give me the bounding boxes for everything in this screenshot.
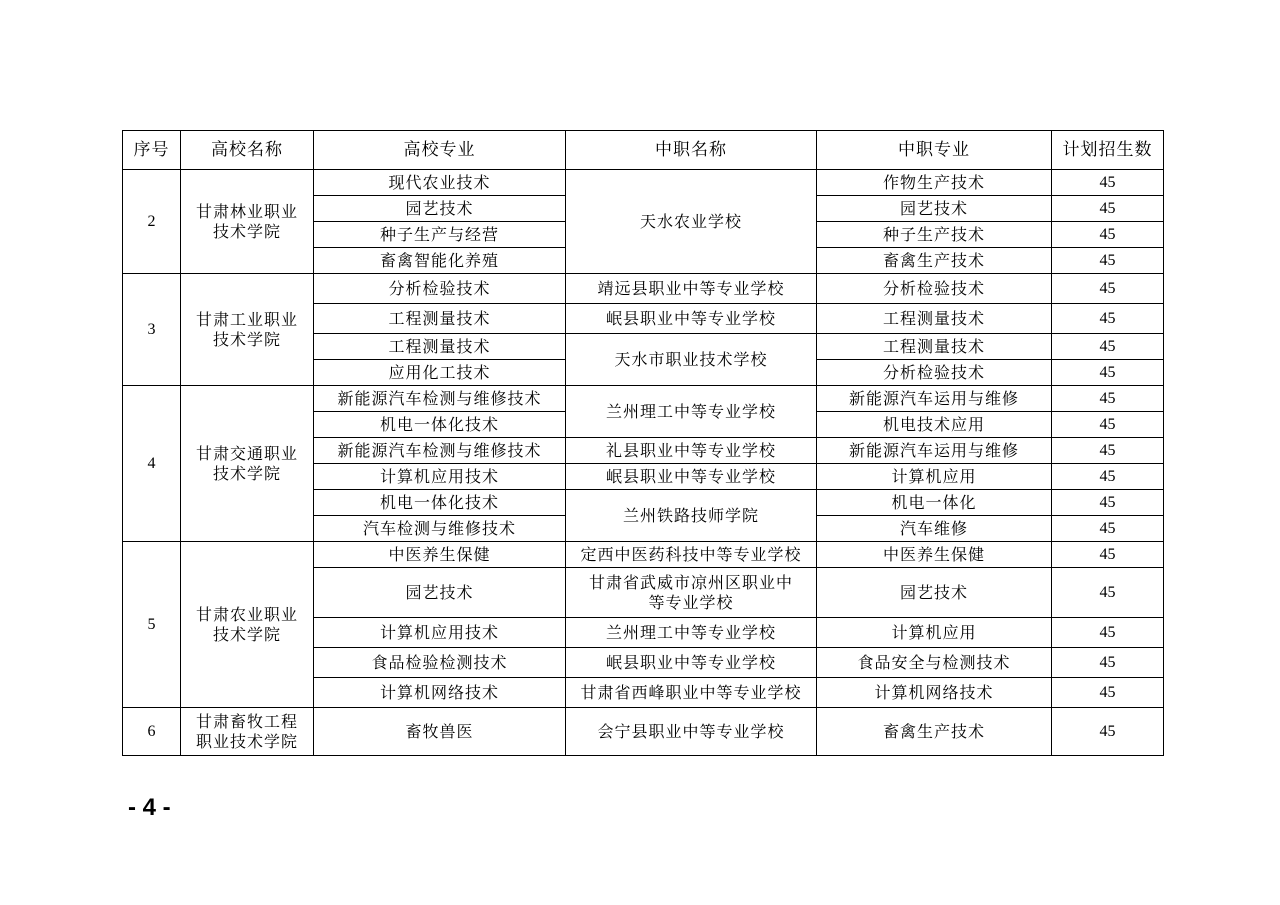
vocational-school-cell: 兰州铁路技师学院 <box>566 490 817 542</box>
table-header-row <box>123 131 1164 170</box>
vocational-major-cell: 新能源汽车运用与维修 <box>817 386 1052 412</box>
header-serial-no: 序号 <box>123 131 181 170</box>
planned-enrollment-cell: 45 <box>1052 170 1164 196</box>
planned-enrollment-cell: 45 <box>1052 386 1164 412</box>
college-name-cell: 甘肃农业职业技术学院 <box>181 542 314 708</box>
planned-enrollment-cell: 45 <box>1052 648 1164 678</box>
college-name-cell: 甘肃工业职业技术学院 <box>181 274 314 386</box>
college-name-cell: 甘肃畜牧工程职业技术学院 <box>181 708 314 756</box>
planned-enrollment-cell: 45 <box>1052 334 1164 360</box>
header-planned-enrollment: 计划招生数 <box>1052 131 1164 170</box>
college-major-cell: 畜牧兽医 <box>314 708 566 756</box>
vocational-school-cell: 岷县职业中等专业学校 <box>566 648 817 678</box>
planned-enrollment-cell: 45 <box>1052 222 1164 248</box>
college-major-cell: 计算机应用技术 <box>314 464 566 490</box>
college-major-cell: 食品检验检测技术 <box>314 648 566 678</box>
vocational-school-cell: 定西中医药科技中等专业学校 <box>566 542 817 568</box>
enrollment-plan-table <box>122 130 1164 756</box>
college-major-cell: 机电一体化技术 <box>314 412 566 438</box>
vocational-major-cell: 机电技术应用 <box>817 412 1052 438</box>
vocational-major-cell: 分析检验技术 <box>817 360 1052 386</box>
college-major-cell: 汽车检测与维修技术 <box>314 516 566 542</box>
college-major-cell: 种子生产与经营 <box>314 222 566 248</box>
table-body <box>123 170 1164 756</box>
serial-no-cell: 2 <box>123 170 181 274</box>
college-name-cell: 甘肃交通职业技术学院 <box>181 386 314 542</box>
planned-enrollment-cell: 45 <box>1052 568 1164 618</box>
table-row <box>123 170 1164 196</box>
vocational-major-cell: 计算机应用 <box>817 618 1052 648</box>
vocational-major-cell: 畜禽生产技术 <box>817 248 1052 274</box>
header-vocational-school-name: 中职名称 <box>566 131 817 170</box>
vocational-major-cell: 新能源汽车运用与维修 <box>817 438 1052 464</box>
planned-enrollment-cell: 45 <box>1052 304 1164 334</box>
vocational-major-cell: 园艺技术 <box>817 568 1052 618</box>
planned-enrollment-cell: 45 <box>1052 708 1164 756</box>
college-name-cell: 甘肃林业职业技术学院 <box>181 170 314 274</box>
planned-enrollment-cell: 45 <box>1052 542 1164 568</box>
college-major-cell: 园艺技术 <box>314 568 566 618</box>
serial-no-cell: 4 <box>123 386 181 542</box>
table-row <box>123 708 1164 756</box>
vocational-school-cell: 甘肃省武威市凉州区职业中等专业学校 <box>566 568 817 618</box>
planned-enrollment-cell: 45 <box>1052 678 1164 708</box>
vocational-school-cell: 天水农业学校 <box>566 170 817 274</box>
vocational-school-cell: 会宁县职业中等专业学校 <box>566 708 817 756</box>
vocational-school-cell: 兰州理工中等专业学校 <box>566 386 817 438</box>
serial-no-cell: 6 <box>123 708 181 756</box>
serial-no-cell: 3 <box>123 274 181 386</box>
planned-enrollment-cell: 45 <box>1052 274 1164 304</box>
college-major-cell: 工程测量技术 <box>314 304 566 334</box>
page-number: - 4 - <box>128 794 171 821</box>
college-major-cell: 中医养生保健 <box>314 542 566 568</box>
vocational-major-cell: 园艺技术 <box>817 196 1052 222</box>
college-major-cell: 新能源汽车检测与维修技术 <box>314 386 566 412</box>
header-college-name: 高校名称 <box>181 131 314 170</box>
college-major-cell: 计算机应用技术 <box>314 618 566 648</box>
vocational-major-cell: 工程测量技术 <box>817 304 1052 334</box>
planned-enrollment-cell: 45 <box>1052 438 1164 464</box>
planned-enrollment-cell: 45 <box>1052 248 1164 274</box>
college-major-cell: 畜禽智能化养殖 <box>314 248 566 274</box>
vocational-school-cell: 岷县职业中等专业学校 <box>566 464 817 490</box>
planned-enrollment-cell: 45 <box>1052 196 1164 222</box>
table-row <box>123 542 1164 568</box>
vocational-major-cell: 计算机网络技术 <box>817 678 1052 708</box>
college-major-cell: 现代农业技术 <box>314 170 566 196</box>
header-vocational-major: 中职专业 <box>817 131 1052 170</box>
vocational-school-cell: 兰州理工中等专业学校 <box>566 618 817 648</box>
vocational-school-cell: 靖远县职业中等专业学校 <box>566 274 817 304</box>
vocational-major-cell: 种子生产技术 <box>817 222 1052 248</box>
college-major-cell: 机电一体化技术 <box>314 490 566 516</box>
vocational-major-cell: 机电一体化 <box>817 490 1052 516</box>
planned-enrollment-cell: 45 <box>1052 464 1164 490</box>
college-major-cell: 新能源汽车检测与维修技术 <box>314 438 566 464</box>
table-row <box>123 386 1164 412</box>
serial-no-cell: 5 <box>123 542 181 708</box>
table-row <box>123 274 1164 304</box>
vocational-major-cell: 中医养生保健 <box>817 542 1052 568</box>
college-major-cell: 计算机网络技术 <box>314 678 566 708</box>
college-major-cell: 应用化工技术 <box>314 360 566 386</box>
vocational-school-cell: 礼县职业中等专业学校 <box>566 438 817 464</box>
vocational-school-cell: 甘肃省西峰职业中等专业学校 <box>566 678 817 708</box>
planned-enrollment-cell: 45 <box>1052 516 1164 542</box>
header-college-major: 高校专业 <box>314 131 566 170</box>
planned-enrollment-cell: 45 <box>1052 618 1164 648</box>
college-major-cell: 工程测量技术 <box>314 334 566 360</box>
vocational-major-cell: 分析检验技术 <box>817 274 1052 304</box>
college-major-cell: 分析检验技术 <box>314 274 566 304</box>
vocational-major-cell: 汽车维修 <box>817 516 1052 542</box>
college-major-cell: 园艺技术 <box>314 196 566 222</box>
vocational-school-cell: 天水市职业技术学校 <box>566 334 817 386</box>
vocational-major-cell: 畜禽生产技术 <box>817 708 1052 756</box>
planned-enrollment-cell: 45 <box>1052 412 1164 438</box>
vocational-major-cell: 计算机应用 <box>817 464 1052 490</box>
vocational-major-cell: 工程测量技术 <box>817 334 1052 360</box>
planned-enrollment-cell: 45 <box>1052 490 1164 516</box>
vocational-major-cell: 作物生产技术 <box>817 170 1052 196</box>
vocational-school-cell: 岷县职业中等专业学校 <box>566 304 817 334</box>
planned-enrollment-cell: 45 <box>1052 360 1164 386</box>
vocational-major-cell: 食品安全与检测技术 <box>817 648 1052 678</box>
